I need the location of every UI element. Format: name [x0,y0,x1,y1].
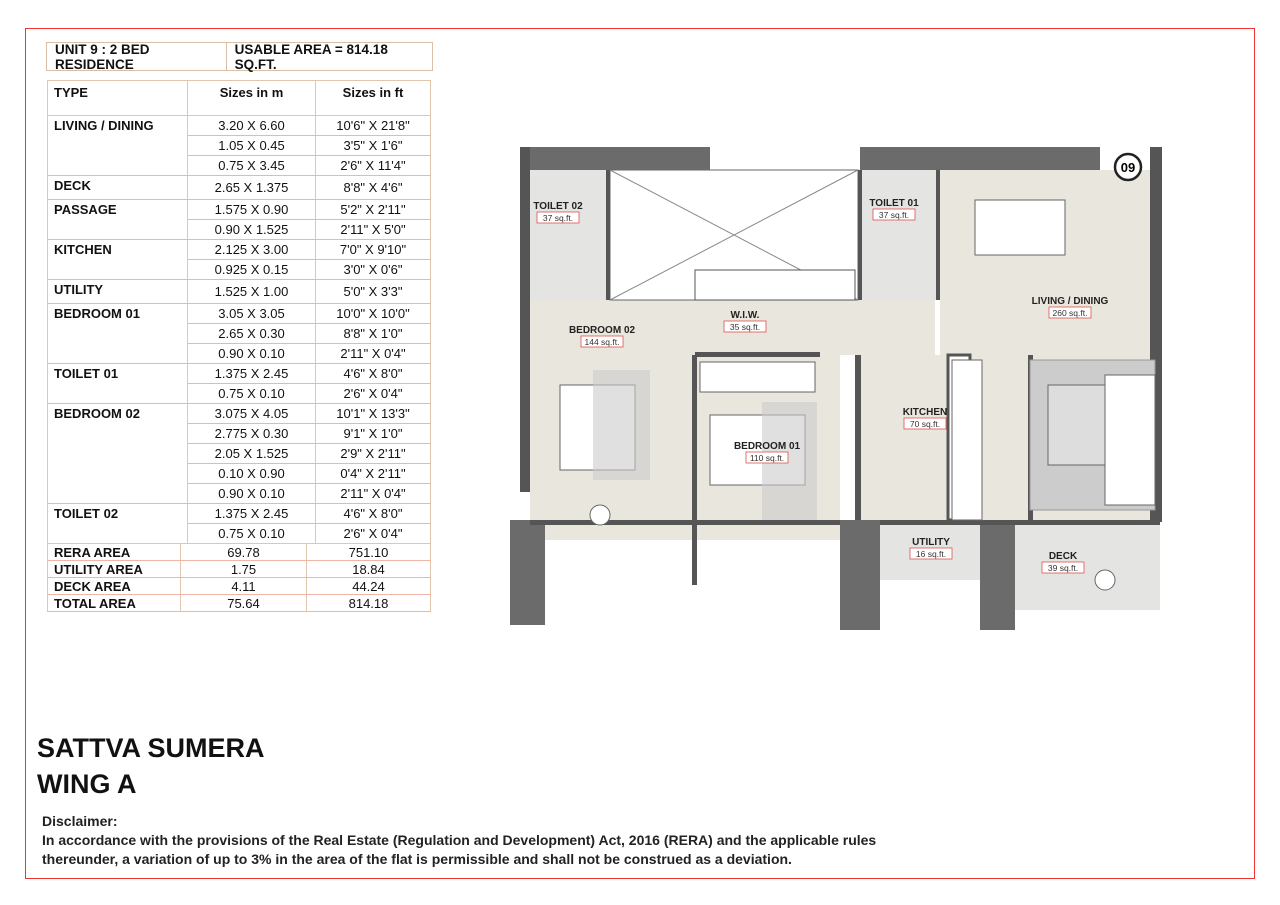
area-m: 69.78 [181,544,307,561]
size-meters: 2.65 X 0.30 [188,324,316,344]
size-meters: 0.10 X 0.90 [188,464,316,484]
living-area: 260 sq.ft. [1052,308,1088,318]
summary-row [48,595,431,612]
size-meters: 3.05 X 3.05 [188,304,316,324]
size-feet: 2'6" X 0'4" [316,384,431,404]
table-row [48,200,431,220]
disclaimer-line: In accordance with the provisions of the Real Estate (Regulation and Development) Act, 2016 (RERA) and the applicable rules [42,832,877,848]
usable-area: USABLE AREA = 814.18 SQ.FT. [234,41,388,72]
unit-header [46,42,433,71]
col-feet: Sizes in ft [316,81,431,116]
project-name: SATTVA SUMERA [37,733,265,763]
size-feet: 4'6" X 8'0" [316,364,431,384]
area-label: TOTAL AREA [48,595,181,612]
size-meters: 1.05 X 0.45 [188,136,316,156]
size-feet: 10'0" X 10'0" [316,304,431,324]
table-row [48,280,431,304]
size-feet: 2'6" X 11'4" [316,156,431,176]
size-feet: 2'11" X 0'4" [316,344,431,364]
size-meters: 1.575 X 0.90 [188,200,316,220]
kitchen-area: 70 sq.ft. [909,419,941,429]
size-meters: 2.775 X 0.30 [188,424,316,444]
size-feet: 4'6" X 8'0" [316,504,431,524]
wiw-label: W.I.W. [730,310,760,321]
toilet01-area: 37 sq.ft. [878,210,910,220]
col-meters: Sizes in m [188,81,316,116]
table-row [48,364,431,384]
area-label: RERA AREA [48,544,181,561]
size-meters: 1.375 X 2.45 [188,504,316,524]
area-m: 4.11 [181,578,307,595]
area-ft: 44.24 [307,578,431,595]
room-type: LIVING / DINING [48,116,188,176]
room-type: BEDROOM 01 [48,304,188,364]
unit-number-badge [1115,154,1141,180]
size-meters: 2.05 X 1.525 [188,444,316,464]
area-summary-table [47,543,431,612]
size-feet: 10'1" X 13'3" [316,404,431,424]
table-row [48,240,431,260]
area-m: 1.75 [181,561,307,578]
summary-row [48,561,431,578]
project-title [37,730,265,802]
room-sizes-table [47,80,431,544]
area-ft: 751.10 [307,544,431,561]
bedroom02-area: 144 sq.ft. [584,337,620,347]
size-feet: 10'6" X 21'8" [316,116,431,136]
size-feet: 0'4" X 2'11" [316,464,431,484]
unit-title: UNIT 9 : 2 BED RESIDENCE [47,43,227,70]
size-feet: 8'8" X 4'6" [316,176,431,200]
toilet02-label: TOILET 02 [533,201,583,212]
utility-label: UTILITY [912,537,950,548]
room-type: BEDROOM 02 [48,404,188,504]
toilet01-label: TOILET 01 [869,198,919,209]
size-feet: 9'1" X 1'0" [316,424,431,444]
room-type: DECK [48,176,188,200]
room-type: PASSAGE [48,200,188,240]
size-meters: 0.75 X 3.45 [188,156,316,176]
size-feet: 2'6" X 0'4" [316,524,431,544]
bedroom02-label: BEDROOM 02 [568,325,636,336]
room-type: TOILET 02 [48,504,188,544]
unit-number: 09 [1120,160,1136,175]
disclaimer-line: thereunder, a variation of up to 3% in the area of the flat is permissible and shall not be construed as a deviation. [42,851,792,867]
area-ft: 814.18 [307,595,431,612]
col-type: TYPE [48,81,188,116]
bedroom01-label: BEDROOM 01 [733,441,801,452]
deck-label: DECK [1048,551,1078,562]
project-wing: WING A [37,769,137,799]
floor-plan [500,140,1170,640]
size-meters: 0.75 X 0.10 [188,524,316,544]
size-meters: 1.525 X 1.00 [188,280,316,304]
wiw-area: 35 sq.ft. [729,322,761,332]
size-meters: 2.125 X 3.00 [188,240,316,260]
size-feet: 2'11" X 0'4" [316,484,431,504]
size-meters: 1.375 X 2.45 [188,364,316,384]
area-label: UTILITY AREA [48,561,181,578]
size-meters: 0.90 X 0.10 [188,484,316,504]
table-row [48,404,431,424]
size-meters: 0.90 X 1.525 [188,220,316,240]
room-type: KITCHEN [48,240,188,280]
size-feet: 7'0" X 9'10" [316,240,431,260]
living-label: LIVING / DINING [1031,296,1109,307]
toilet02-area: 37 sq.ft. [542,213,574,223]
summary-row [48,544,431,561]
area-m: 75.64 [181,595,307,612]
room-type: TOILET 01 [48,364,188,404]
kitchen-label: KITCHEN [902,407,948,418]
size-meters: 3.075 X 4.05 [188,404,316,424]
size-meters: 0.90 X 0.10 [188,344,316,364]
size-feet: 3'5" X 1'6" [316,136,431,156]
disclaimer-title: Disclaimer: [42,813,118,829]
size-feet: 5'2" X 2'11" [316,200,431,220]
table-row [48,116,431,136]
area-ft: 18.84 [307,561,431,578]
size-feet: 8'8" X 1'0" [316,324,431,344]
deck-area: 39 sq.ft. [1047,563,1079,573]
size-meters: 3.20 X 6.60 [188,116,316,136]
table-row [48,176,431,200]
size-feet: 2'11" X 5'0" [316,220,431,240]
size-meters: 0.925 X 0.15 [188,260,316,280]
size-feet: 3'0" X 0'6" [316,260,431,280]
utility-area: 16 sq.ft. [915,549,947,559]
size-feet: 2'9" X 2'11" [316,444,431,464]
summary-row [48,578,431,595]
table-row [48,504,431,524]
size-meters: 2.65 X 1.375 [188,176,316,200]
size-feet: 5'0" X 3'3" [316,280,431,304]
room-type: UTILITY [48,280,188,304]
bedroom01-area: 110 sq.ft. [749,453,785,463]
size-meters: 0.75 X 0.10 [188,384,316,404]
area-label: DECK AREA [48,578,181,595]
table-row [48,304,431,324]
disclaimer [42,812,876,869]
